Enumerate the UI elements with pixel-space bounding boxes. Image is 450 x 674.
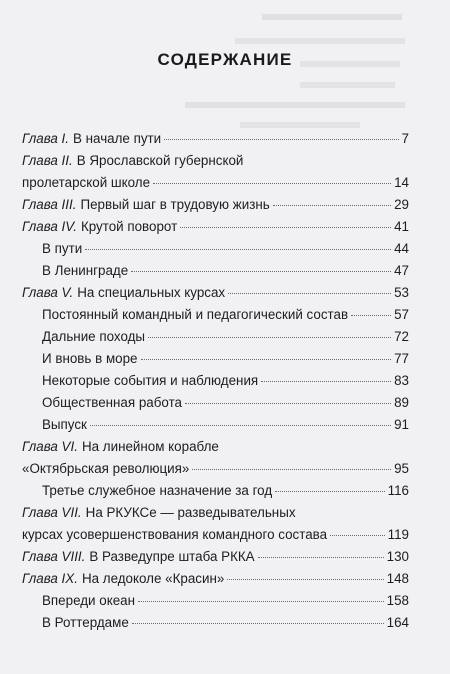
dot-leader — [141, 359, 392, 360]
toc-entry — [0, 194, 450, 216]
entry-title: Дальние походы — [42, 329, 146, 344]
toc-entry — [0, 348, 450, 370]
page-number: 44 — [394, 241, 409, 256]
toc-entry — [0, 568, 450, 590]
toc-entry — [0, 436, 450, 480]
chapter-label: Глава I. — [22, 131, 69, 146]
page-number: 47 — [394, 263, 409, 278]
page-number: 7 — [401, 131, 409, 146]
toc-entry — [0, 282, 450, 304]
page-number: 164 — [386, 615, 409, 630]
page-number: 53 — [394, 285, 409, 300]
toc-entry — [0, 590, 450, 612]
entry-title: Первый шаг в трудовую жизнь — [80, 197, 270, 212]
dot-leader — [90, 425, 391, 426]
dot-leader — [153, 183, 391, 184]
dot-leader — [180, 227, 391, 228]
entry-title: В начале пути — [73, 131, 162, 146]
page-number: 130 — [386, 549, 409, 564]
page-number: 14 — [394, 175, 409, 190]
dot-leader — [132, 623, 384, 624]
page-number: 91 — [394, 417, 409, 432]
toc-entry — [0, 304, 450, 326]
page-title: СОДЕРЖАНИЕ — [157, 50, 293, 69]
dot-leader — [164, 139, 398, 140]
page-number: 83 — [394, 373, 409, 388]
entry-title: На специальных курсах — [77, 285, 226, 300]
chapter-label: Глава V. — [22, 285, 74, 300]
dot-leader — [85, 249, 391, 250]
page-number: 95 — [394, 461, 409, 476]
entry-title: Общественная работа — [42, 395, 182, 410]
entry-title: Постоянный командный и педагогический состав — [42, 307, 349, 322]
entry-title: Крутой поворот — [80, 219, 178, 234]
page-number: 72 — [394, 329, 409, 344]
page-number: 41 — [394, 219, 409, 234]
entry-title: На ледоколе «Красин» — [81, 571, 225, 586]
dot-leader — [192, 469, 391, 470]
chapter-label: Глава VIII. — [22, 549, 86, 564]
dot-leader — [258, 557, 384, 558]
page-number: 29 — [394, 197, 409, 212]
toc-entry — [0, 502, 450, 546]
entry-title: В Роттердаме — [42, 615, 129, 630]
chapter-label: Глава IV. — [22, 219, 77, 234]
entry-title: На линейном корабле — [81, 439, 219, 454]
toc-entry — [0, 480, 450, 502]
toc-entry — [0, 546, 450, 568]
dot-leader — [273, 205, 391, 206]
toc-entry — [0, 238, 450, 260]
page-number: 148 — [386, 571, 409, 586]
dot-leader — [227, 579, 383, 580]
entry-title: В пути — [42, 241, 83, 256]
entry-title: В Разведупре штаба РККА — [89, 549, 255, 564]
dot-leader — [148, 337, 391, 338]
dot-leader — [275, 491, 384, 492]
entry-title: И вновь в море — [42, 351, 138, 366]
toc-entry — [0, 612, 450, 634]
entry-title: На РКУКСе — разведывательных — [85, 505, 296, 520]
entry-title: В Ярославской губернской — [76, 153, 244, 168]
dot-leader — [131, 271, 391, 272]
entry-title: Выпуск — [42, 417, 87, 432]
toc-entry — [0, 260, 450, 282]
page-number: 158 — [386, 593, 409, 608]
entry-title: Впереди океан — [42, 593, 135, 608]
page-number: 116 — [387, 483, 409, 498]
dot-leader — [330, 535, 385, 536]
entry-title: курсах усовершенствования командного состава — [22, 527, 328, 542]
page-number: 57 — [394, 307, 409, 322]
dot-leader — [351, 315, 391, 316]
dot-leader — [261, 381, 391, 382]
chapter-label: Глава III. — [22, 197, 77, 212]
entry-title: Третье служебное назначение за год — [42, 483, 273, 498]
chapter-label: Глава VII. — [22, 505, 82, 520]
toc-entry — [0, 150, 450, 194]
dot-leader — [138, 601, 384, 602]
entry-title: В Ленинграде — [42, 263, 129, 278]
toc-entry — [0, 414, 450, 436]
entry-title: Некоторые события и наблюдения — [42, 373, 259, 388]
chapter-label: Глава VI. — [22, 439, 78, 454]
dot-leader — [228, 293, 391, 294]
page-number: 77 — [394, 351, 409, 366]
toc-entry — [0, 326, 450, 348]
page-number: 89 — [394, 395, 409, 410]
entry-title: пролетарской школе — [22, 175, 151, 190]
page-number: 119 — [387, 527, 409, 542]
chapter-label: Глава IX. — [22, 571, 78, 586]
toc-entry — [0, 370, 450, 392]
toc-entry — [0, 216, 450, 238]
toc-entry — [0, 392, 450, 414]
toc-entry — [0, 128, 450, 150]
entry-title: «Октябрьская революция» — [22, 461, 190, 476]
dot-leader — [185, 403, 391, 404]
chapter-label: Глава II. — [22, 153, 73, 168]
